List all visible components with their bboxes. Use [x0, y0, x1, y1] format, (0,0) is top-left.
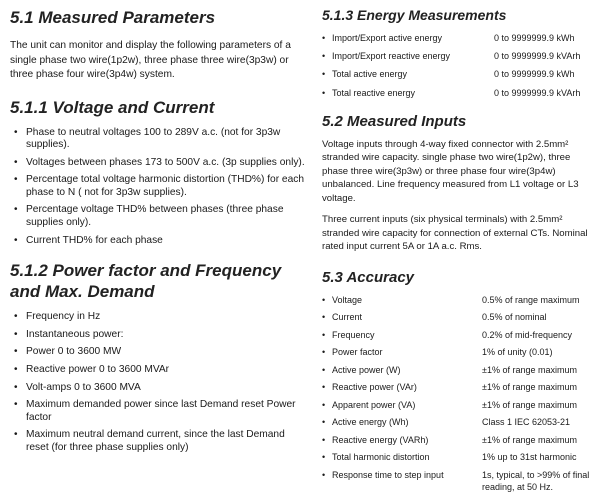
table-row: • Active energy (Wh) Class 1 IEC 62053-21 — [322, 417, 571, 428]
bullet-icon: • — [14, 364, 18, 376]
section-heading-5-1-1: 5.1.1 Voltage and Current — [10, 97, 215, 117]
section-heading-5-2: 5.2 Measured Inputs — [322, 112, 467, 130]
bullet-icon: • — [14, 156, 18, 168]
section-heading-5-1-2: 5.1.2 Power factor and Frequency and Max. Demand — [10, 261, 282, 302]
bullet-icon: • — [14, 346, 18, 358]
bullet-icon: • — [322, 51, 326, 62]
bullet-icon: • — [322, 382, 326, 393]
left-column — [10, 0, 308, 460]
bullet-icon: • — [322, 294, 326, 305]
voltage-current-list — [10, 127, 308, 248]
list-item: • Frequency in Hz — [14, 311, 101, 323]
table-row: • Frequency 0.2% of mid-frequency — [322, 329, 573, 340]
bullet-icon: • — [322, 87, 326, 98]
table-row: • Response time to step input 1s, typical, to >99% of final reading, at 50 Hz. — [322, 469, 590, 492]
accuracy-table — [322, 294, 596, 493]
table-row: • Reactive power (VAr) ±1% of range maximum — [322, 382, 577, 393]
bullet-icon: • — [322, 364, 326, 375]
list-item: • Percentage voltage THD% between phases (three phase supplies only). — [14, 204, 284, 229]
table-row: • Total active energy 0 to 9999999.9 kWh — [322, 69, 575, 80]
list-item: • Instantaneous power: — [14, 328, 124, 340]
table-row: • Reactive energy (VARh) ±1% of range maximum — [322, 434, 577, 445]
table-row: • Import/Export active energy 0 to 9999999.9 kWh — [322, 33, 575, 43]
bullet-icon: • — [14, 126, 18, 138]
power-frequency-list — [10, 311, 308, 454]
table-row: • Total harmonic distortion 1% up to 31st harmonic — [322, 452, 577, 463]
bullet-icon: • — [322, 399, 326, 410]
table-row: • Import/Export reactive energy 0 to 9999999.9 kVArh — [322, 51, 581, 62]
inputs-paragraph-current: Three current inputs (six physical terminals) with 2.5mm² stranded wire capacity for connection of external CTs. Nominal rated input current 5A or 1A a.c. Rms. — [322, 214, 588, 253]
list-item: • Power 0 to 3600 MW — [14, 346, 122, 358]
bullet-icon: • — [14, 311, 18, 323]
bullet-icon: • — [322, 469, 326, 480]
table-row: • Total reactive energy 0 to 9999999.9 kVArh — [322, 87, 581, 98]
bullet-icon: • — [322, 434, 326, 445]
bullet-icon: • — [14, 429, 18, 441]
bullet-icon: • — [322, 312, 326, 323]
bullet-icon: • — [322, 452, 326, 463]
list-item: • Phase to neutral voltages 100 to 289V a.c. (not for 3p3w supplies). — [14, 126, 281, 151]
bullet-icon: • — [14, 381, 18, 393]
list-item: • Maximum neutral demand current, since the last Demand reset (for three phase supplies only) — [14, 429, 285, 453]
right-column — [322, 0, 596, 498]
section-heading-5-1-3: 5.1.3 Energy Measurements — [322, 7, 507, 23]
list-item: • Volt-amps 0 to 3600 MVA — [14, 381, 141, 393]
section-heading-5-1: 5.1 Measured Parameters — [10, 8, 216, 27]
table-row: • Current 0.5% of nominal — [322, 312, 547, 323]
bullet-icon: • — [14, 399, 18, 411]
list-item: • Current THD% for each phase — [14, 234, 163, 246]
bullet-icon: • — [14, 328, 18, 340]
table-row: • Voltage 0.5% of range maximum — [322, 294, 580, 305]
intro-paragraph: The unit can monitor and display the following parameters of a single phase two wire(1p2w), three phase three wire(3p3w) or three phase four wire(3p4w) system. — [10, 40, 291, 80]
energy-table — [322, 32, 596, 99]
bullet-icon: • — [14, 204, 18, 216]
bullet-icon: • — [322, 69, 326, 80]
inputs-paragraph-voltage: Voltage inputs through 4-way fixed connector with 2.5mm² stranded wire capacity. single phase two wire(1p2w), three phase three wire(3p3w) or three phase four wire(3p4w) unbalanced. Line frequency measured from L1 voltage or L3 voltage. — [322, 138, 579, 204]
table-row: • Apparent power (VA) ±1% of range maximum — [322, 399, 577, 410]
section-heading-5-3: 5.3 Accuracy — [322, 268, 415, 286]
bullet-icon: • — [322, 347, 326, 358]
list-item: • Voltages between phases 173 to 500V a.c. (3p supplies only). — [14, 156, 305, 168]
bullet-icon: • — [322, 417, 326, 428]
bullet-icon: • — [14, 174, 18, 186]
list-item: • Maximum demanded power since last Demand reset Power factor — [14, 399, 296, 423]
list-item: • Reactive power 0 to 3600 MVAr — [14, 364, 170, 376]
bullet-icon: • — [322, 33, 326, 43]
table-row: • Active power (W) ±1% of range maximum — [322, 364, 577, 375]
bullet-icon: • — [14, 234, 18, 246]
bullet-icon: • — [322, 329, 326, 340]
list-item: • Percentage total voltage harmonic distortion (THD%) for each phase to N ( not for 3p3w supplies). — [14, 174, 305, 198]
table-row: • Power factor 1% of unity (0.01) — [322, 347, 553, 358]
